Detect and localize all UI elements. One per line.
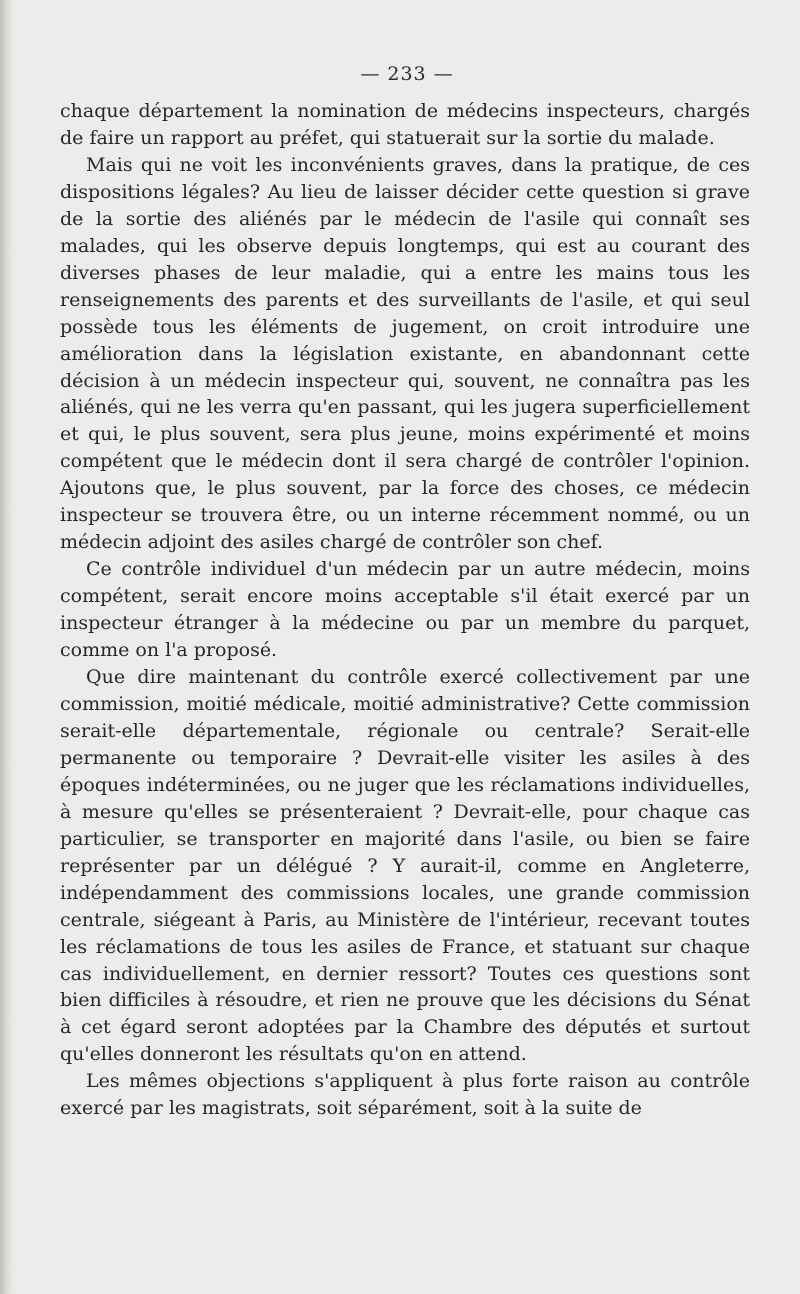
book-page	[14, 0, 800, 1294]
body-text	[60, 98, 750, 1122]
paragraph-3: Ce contrôle individuel d'un médecin par un autre médecin, moins compétent, serait encore moins acceptable s'il était exercé par un inspecteur étranger à la médecine ou par un membre du parquet, comme on l'a proposé.	[60, 558, 750, 662]
paragraph-2: Mais qui ne voit les inconvénients graves, dans la pratique, de ces dispositions légales? Au lieu de laisser décider cette question si grave de la sortie des aliénés par le médecin de l'asile qui connaît ses malades, qui les observe depuis longtemps, qui est au courant des diverses phases de leur maladie, qui a entre les mains tous les renseignements des parents et des surveillants de l'asile, et qui seul possède tous les éléments de jugement, on croit introduire une amélioration dans la législation existante, en abandonnant cette décision à un médecin inspecteur qui, souvent, ne connaîtra pas les aliénés, qui ne les verra qu'en passant, qui les jugera superficiellement et qui, le plus souvent, sera plus jeune, moins expérimenté et moins compétent que le médecin dont il sera chargé de contrôler l'opinion. Ajoutons que, le plus souvent, par la force des choses, ce médecin inspecteur se trouvera être, ou un interne récemment nommé, ou un médecin adjoint des asiles chargé de contrôler son chef.	[60, 153, 750, 554]
paragraph-4: Que dire maintenant du contrôle exercé collectivement par une commission, moitié médicale, moitié administrative? Cette commission serait-elle départementale, régionale ou centrale? Serait-elle permanente ou temporaire ? Devrait-elle visiter les asiles à des époques indéterminées, ou ne juger que les réclamations individuelles, à mesure qu'elles se présenteraient ? Devrait-elle, pour chaque cas particulier, se transporter en majorité dans l'asile, ou bien se faire représenter par un délégué ? Y aurait-il, comme en Angleterre, indépendamment des commissions locales, une grande commission centrale, siégeant à Paris, au Ministère de l'intérieur, recevant toutes les réclamations de tous les asiles de France, et statuant sur chaque cas individuellement, en dernier ressort? Toutes ces questions sont bien difficiles à résoudre, et rien ne prouve que les décisions du Sénat à cet égard seront adoptées par la Chambre des députés et surtout qu'elles donneront les résultats qu'on en attend.	[60, 666, 750, 1066]
scan-edge-shadow	[0, 0, 12, 1294]
paragraph-1: chaque département la nomination de médecins inspecteurs, chargés de faire un rapport au préfet, qui statuerait sur la sortie du malade.	[60, 100, 750, 149]
page-number: — 233 —	[360, 63, 454, 85]
paragraph-5: Les mêmes objections s'appliquent à plus forte raison au contrôle exercé par les magistrats, soit séparément, soit à la suite de	[60, 1070, 750, 1120]
